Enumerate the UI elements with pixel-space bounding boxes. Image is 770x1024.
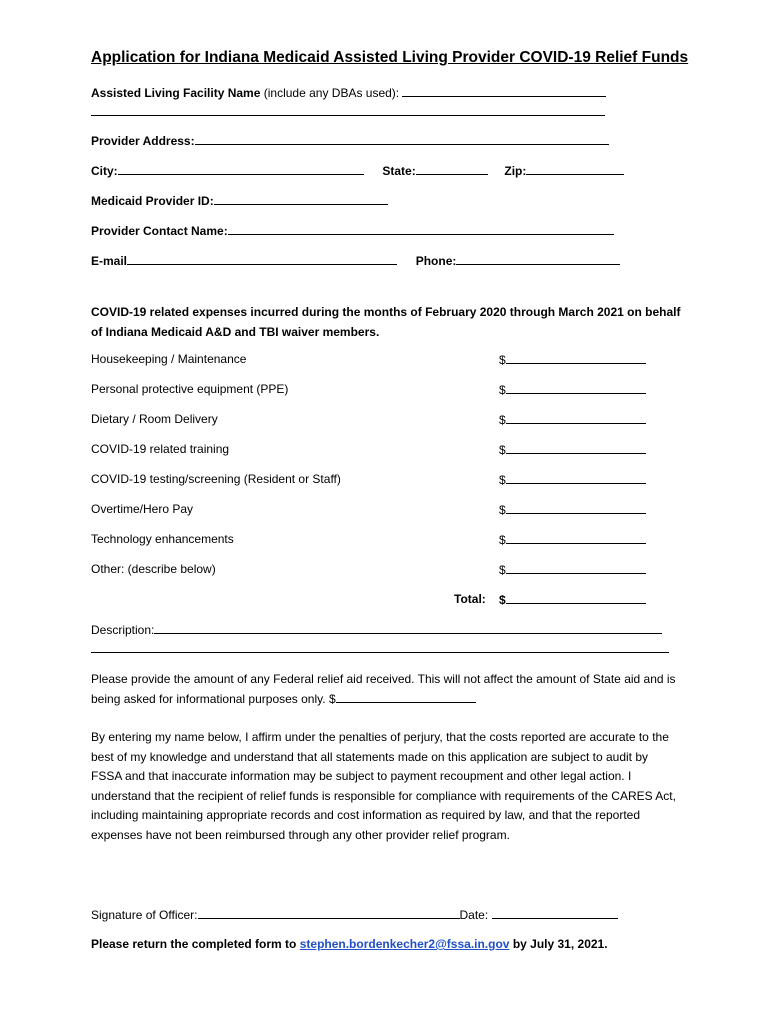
state-field[interactable] [416, 163, 488, 175]
email-field[interactable] [127, 253, 397, 265]
federal-aid-text: Please provide the amount of any Federal relief aid received. This will not affect the amount of State aid and is being asked for informational purposes only. [91, 672, 676, 706]
federal-aid-dollar: $ [328, 691, 336, 706]
form-title: Application for Indiana Medicaid Assisted Living Provider COVID-19 Relief Funds [91, 49, 689, 66]
expense-amount-housekeeping: $ [499, 352, 646, 367]
expense-label-technology: Technology enhancements [91, 532, 234, 546]
expense-field-overtime[interactable] [506, 502, 646, 514]
zip-field[interactable] [526, 163, 624, 175]
total-field[interactable] [506, 592, 646, 604]
expense-field-other[interactable] [506, 562, 646, 574]
city-field[interactable] [118, 163, 364, 175]
expense-label-training: COVID-19 related training [91, 442, 230, 456]
expense-label-overtime: Overtime/Hero Pay [91, 502, 194, 516]
medicaid-id-label: Medicaid Provider ID: [91, 194, 214, 208]
total-label: Total: [454, 592, 486, 606]
signature-field[interactable] [198, 907, 460, 919]
total-amount: $ [499, 592, 646, 607]
description-label: Description: [91, 623, 155, 637]
email-phone-row [91, 253, 620, 268]
expense-field-technology[interactable] [506, 532, 646, 544]
provider-address-field[interactable] [195, 133, 609, 145]
facility-name-field[interactable] [402, 85, 606, 97]
medicaid-id-row [91, 193, 388, 208]
federal-aid-paragraph [91, 670, 681, 709]
expense-amount-ppe: $ [499, 382, 646, 397]
date-field[interactable] [492, 907, 618, 919]
contact-name-row [91, 223, 614, 238]
facility-name-field-2[interactable] [91, 104, 605, 116]
date-label: Date: [459, 908, 489, 922]
facility-name-continued [91, 104, 605, 119]
state-label: State: [382, 164, 416, 178]
expense-field-training[interactable] [506, 442, 646, 454]
return-prefix: Please return the completed form to [91, 937, 300, 951]
description-continued [91, 641, 669, 656]
expense-amount-other: $ [499, 562, 646, 577]
facility-name-note: (include any DBAs used): [263, 86, 400, 100]
provider-address-row [91, 133, 609, 148]
expense-field-housekeeping[interactable] [506, 352, 646, 364]
expense-amount-technology: $ [499, 532, 646, 547]
description-row [91, 622, 662, 637]
expense-label-housekeeping: Housekeeping / Maintenance [91, 352, 247, 366]
expense-label-testing: COVID-19 testing/screening (Resident or Staff) [91, 472, 341, 486]
contact-name-label: Provider Contact Name: [91, 224, 228, 238]
provider-address-label: Provider Address: [91, 134, 195, 148]
expenses-intro: COVID-19 related expenses incurred during the months of February 2020 through March 2021 on behalf of Indiana Medicaid A&D and TBI waiver members. [91, 305, 681, 339]
facility-name-label: Assisted Living Facility Name [91, 86, 261, 100]
medicaid-id-field[interactable] [214, 193, 388, 205]
facility-name-row [91, 85, 606, 100]
expense-amount-training: $ [499, 442, 646, 457]
expense-amount-dietary: $ [499, 412, 646, 427]
expense-label-other: Other: (describe below) [91, 562, 216, 576]
return-instructions [91, 937, 608, 951]
return-email-link[interactable]: stephen.bordenkecher2@fssa.in.gov [299, 937, 510, 951]
phone-label: Phone: [415, 254, 457, 268]
affirmation-paragraph: By entering my name below, I affirm under the penalties of perjury, that the costs reported are accurate to the best of my knowledge and understand that all statements made on this application are subject to audit by FSSA and that inaccurate information may be subject to payment recoupment and other legal action. I understand that the recipient of relief funds is responsible for compliance with requirements of the CARES Act, including maintaining appropriate records and cost information as required by law, and that the reported expenses have not been reimbursed through any other provider relief program. [91, 730, 676, 842]
description-field-2[interactable] [91, 641, 669, 653]
city-state-zip-row [91, 163, 624, 178]
expense-amount-testing: $ [499, 472, 646, 487]
expense-field-testing[interactable] [506, 472, 646, 484]
expense-field-ppe[interactable] [506, 382, 646, 394]
expense-amount-overtime: $ [499, 502, 646, 517]
phone-field[interactable] [456, 253, 620, 265]
contact-name-field[interactable] [228, 223, 614, 235]
return-suffix: by July 31, 2021. [509, 937, 608, 951]
city-label: City: [91, 164, 118, 178]
description-field[interactable] [154, 622, 662, 634]
signature-row [91, 907, 618, 922]
federal-aid-field[interactable] [336, 691, 476, 703]
expense-label-ppe: Personal protective equipment (PPE) [91, 382, 289, 396]
signature-label: Signature of Officer: [91, 908, 198, 922]
expense-field-dietary[interactable] [506, 412, 646, 424]
zip-label: Zip: [504, 164, 527, 178]
expense-label-dietary: Dietary / Room Delivery [91, 412, 218, 426]
email-label: E-mail [91, 254, 128, 268]
